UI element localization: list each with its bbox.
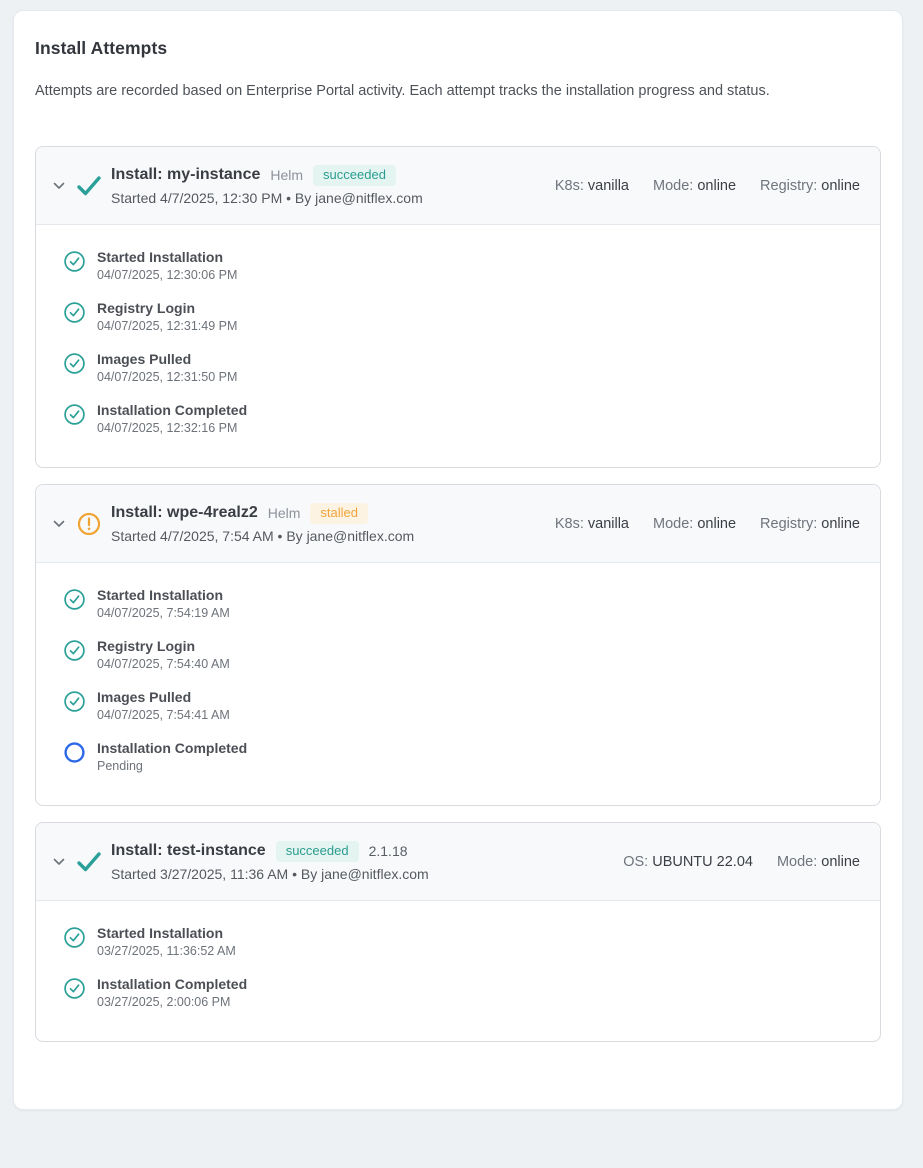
attempt-started-line: Started 4/7/2025, 12:30 PM • By jane@nitflex.com [111,190,423,207]
attempt-method: Helm [270,167,304,184]
step-time: 03/27/2025, 2:00:06 PM [97,995,231,1009]
timeline-step [64,587,856,620]
step-time: 04/07/2025, 12:31:50 PM [97,370,238,384]
attempt-title: Install: wpe-4realz2 [111,504,258,522]
page-subtitle: Attempts are recorded based on Enterprise Portal activity. Each attempt tracks the installation progress and status. [35,83,770,99]
meta-k8s: K8s: vanilla [554,515,629,532]
step-done-icon [64,402,85,435]
status-badge: succeeded [276,841,359,862]
meta-registry: Registry: online [760,515,860,532]
step-label: Images Pulled [97,689,192,705]
step-time: 04/07/2025, 12:30:06 PM [97,268,238,282]
timeline-step [64,402,856,435]
step-time: 04/07/2025, 7:54:41 AM [97,708,230,722]
step-label: Installation Completed [97,402,248,418]
page-title: Install Attempts [35,38,168,58]
step-time: Pending [97,759,143,773]
step-label: Registry Login [97,300,196,316]
attempt-meta [539,178,860,194]
timeline-step [64,689,856,722]
meta-mode: Mode: online [776,853,860,870]
chevron-down-icon[interactable] [53,858,65,866]
timeline-step [64,740,856,773]
step-time: 04/07/2025, 7:54:19 AM [97,606,230,620]
install-attempt-card [35,484,881,806]
attempt-method: Helm [267,505,301,522]
step-time: 04/07/2025, 7:54:40 AM [97,657,230,671]
step-label: Started Installation [97,925,224,941]
step-done-icon [64,351,85,384]
step-pending-icon [64,740,85,773]
timeline-step [64,638,856,671]
status-badge: stalled [310,503,368,524]
step-label: Images Pulled [97,351,192,367]
meta-mode: Mode: online [653,515,737,532]
step-label: Installation Completed [97,740,248,756]
meta-registry: Registry: online [760,177,860,194]
success-check-icon [75,175,103,197]
step-time: 04/07/2025, 12:31:49 PM [97,319,238,333]
step-label: Started Installation [97,249,224,265]
chevron-down-icon[interactable] [53,182,65,190]
attempt-header[interactable] [36,485,880,563]
attempt-timeline [36,225,880,467]
step-done-icon [64,249,85,282]
alert-circle-icon [75,512,103,536]
install-attempt-card [35,822,881,1042]
timeline-step [64,925,856,958]
timeline-step [64,976,856,1009]
meta-mode: Mode: online [653,177,737,194]
attempt-meta [607,854,860,870]
step-done-icon [64,587,85,620]
step-done-icon [64,638,85,671]
install-attempts-panel [13,10,903,1110]
meta-os: OS: UBUNTU 22.04 [623,853,753,870]
attempt-title: Install: test-instance [111,842,266,860]
attempt-header[interactable] [36,823,880,901]
timeline-step [64,249,856,282]
attempt-timeline [36,901,880,1041]
step-done-icon [64,925,85,958]
step-time: 04/07/2025, 12:32:16 PM [97,421,238,435]
step-time: 03/27/2025, 11:36:52 AM [97,944,236,958]
attempt-card-list [35,146,881,1042]
step-done-icon [64,300,85,333]
status-badge: succeeded [313,165,396,186]
attempt-meta [539,516,860,532]
step-label: Installation Completed [97,976,248,992]
attempt-started-line: Started 4/7/2025, 7:54 AM • By jane@nitflex.com [111,528,415,545]
step-label: Started Installation [97,587,224,603]
step-done-icon [64,976,85,1009]
step-label: Registry Login [97,638,196,654]
timeline-step [64,351,856,384]
attempt-title: Install: my-instance [111,166,261,184]
attempt-started-line: Started 3/27/2025, 11:36 AM • By jane@nitflex.com [111,866,429,883]
timeline-step [64,300,856,333]
success-check-icon [75,851,103,873]
step-done-icon [64,689,85,722]
attempt-header[interactable] [36,147,880,225]
attempt-timeline [36,563,880,805]
attempt-version: 2.1.18 [368,843,408,860]
meta-k8s: K8s: vanilla [554,177,629,194]
chevron-down-icon[interactable] [53,520,65,528]
install-attempt-card [35,146,881,468]
